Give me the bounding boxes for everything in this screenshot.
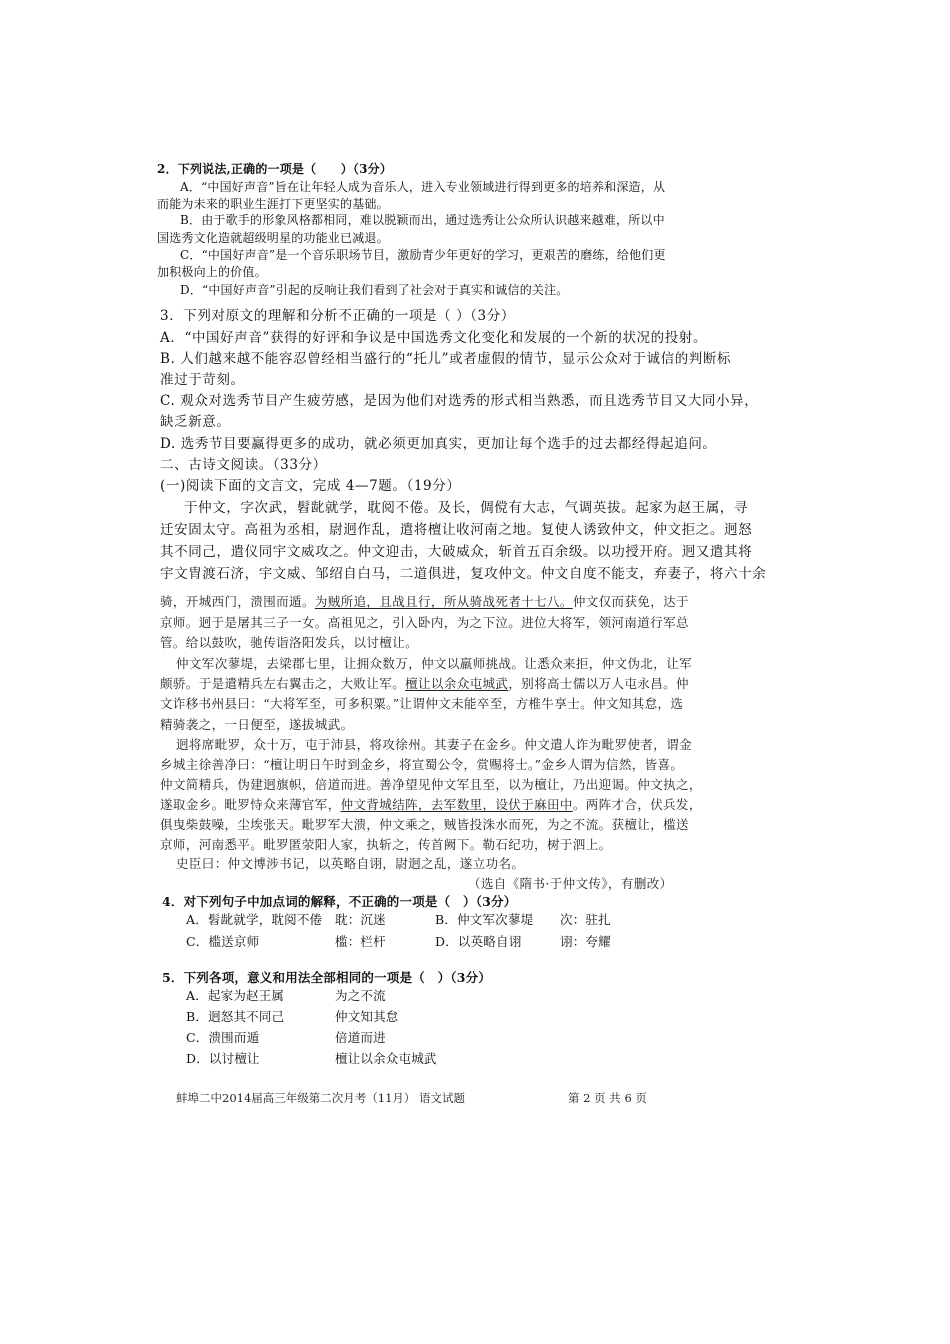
passage-line: 史臣曰：仲文博涉书记，以英略自诩，尉迥之乱，遂立功名。 <box>176 856 525 871</box>
q5-stem: 5．下列各项，意义和用法全部相同的一项是（ ）（3分） <box>162 970 492 985</box>
q2-option-d: D．“中国好声音”引起的反响让我们看到了社会对于真实和诚信的关注。 <box>180 283 569 297</box>
q4-option-a: A．髫龀就学，耽阅不倦 <box>186 912 323 927</box>
q3-option-b-line1: B. 人们越来越不能容忍曾经相当盛行的“托儿”或者虚假的情节，显示公众对于诚信的判断标 <box>160 351 732 367</box>
passage-line <box>160 678 689 691</box>
passage-text: 。两阵才合，伏兵发， <box>572 797 702 812</box>
q2-option-b-line1: B．由于歌手的形象风格都相同，难以脱颖而出，通过选秀让公众所认识越来越难，所以中 <box>180 213 665 227</box>
passage-line: 迥将席毗罗，众十万，屯于沛县，将攻徐州。其妻子在金乡。仲文遣人诈为毗罗使者，谓金 <box>176 737 693 752</box>
passage-line: 仲文军次蓼堤，去梁郡七里，让拥众数万，仲文以羸师挑战。让悉众来拒，仲文伪北，让军 <box>176 656 693 671</box>
q3-option-b-line2: 准过于苛刻。 <box>160 372 245 388</box>
q4-stem: 4．对下列句子中加点词的解释，不正确的一项是（ ）（3分） <box>162 894 517 909</box>
q3-option-d: D. 选秀节目要赢得更多的成功，就必须更加真实，更加让每个选手的过去都经得起追问。 <box>160 436 717 452</box>
q4-option-a-gloss: 耽：沉迷 <box>335 912 386 927</box>
q5-option-d-left: D．以讨檀让 <box>186 1051 260 1066</box>
underlined-sentence: 为贼所追，且战且行，所从骑战死者十七八。 <box>314 594 573 609</box>
passage-line: 于仲文，字次武，髫龀就学，耽阅不倦。及长，倜傥有大志，气调英拔。起家为赵王属，寻 <box>184 500 748 516</box>
q3-option-a: A．“中国好声音”获得的好评和争议是中国选秀文化变化和发展的一个新的状况的投射。 <box>160 330 708 346</box>
section-2-heading: 二、古诗文阅读。（33分） <box>160 457 327 473</box>
passage-line <box>160 799 702 812</box>
q3-stem: 3．下列对原文的理解和分析不正确的一项是（ ）（3分） <box>160 308 515 324</box>
q2-option-c-line1: C．“中国好声音”是一个音乐职场节目，激励青少年更好的学习，更艰苦的磨练，给他们更 <box>180 248 666 262</box>
page-footer-title: 蚌埠二中2014届高三年级第二次月考（11月） 语文试题 <box>176 1091 466 1105</box>
q4-option-b: B．仲文军次蓼堤 <box>435 912 534 927</box>
q2-stem: 2．下列说法,正确的一项是（ ）（3分） <box>157 162 393 176</box>
passage-text: 仲文仅而获免，达于 <box>572 594 689 609</box>
passage-source: （选自《隋书·于仲文传》，有删改） <box>468 876 673 891</box>
passage-line: 宇文胄渡石济，宇文威、邹绍自白马，二道俱进，复攻仲文。仲文自度不能支，弃妻子，将六十余 <box>160 566 767 582</box>
passage-text: ，别将高士儒以万人屯永昌。仲 <box>508 676 689 691</box>
q2-option-b-line2: 国选秀文化造就超级明星的功能业已减退。 <box>157 231 389 245</box>
passage-line: 乡城主徐善净曰：“檀让明日午时到金乡，将宣蜀公令，赏赐将士。”金乡人谓为信然，皆喜。 <box>160 757 684 772</box>
q4-option-c-gloss: 槛：栏杆 <box>335 934 386 949</box>
q2-option-a-line2: 而能为未来的职业生涯打下更坚实的基础。 <box>157 197 389 211</box>
q5-option-a-left: A．起家为赵王属 <box>186 988 285 1003</box>
q5-option-b-left: B．迥怒其不同己 <box>186 1009 285 1024</box>
passage-line: 俱曳柴鼓噪，尘埃张天。毗罗军大溃，仲文乘之，贼皆投洙水而死，为之不流。获檀让，槛送 <box>160 817 689 832</box>
passage-line: 精骑袭之，一日便至，遂拔城武。 <box>160 717 354 732</box>
q4-option-d: D．以英略自诩 <box>435 934 522 949</box>
q4-option-d-gloss: 诩：夸耀 <box>560 934 611 949</box>
section-2-1-heading: (一)阅读下面的文言文，完成 4—7题。（19分） <box>160 478 461 494</box>
passage-line: 京师。迥于是屠其三子一女。高祖见之，引入卧内，为之下泣。进位大将军，领河南道行军总 <box>160 615 689 630</box>
q2-option-a-line1: A．“中国好声音”旨在让年轻人成为音乐人，进入专业领域进行得到更多的培养和深造，从 <box>180 180 666 194</box>
passage-text: 颇骄。于是遣精兵左右翼击之，大败让军。 <box>160 676 406 691</box>
passage-line: 管。给以鼓吹，驰传诣洛阳发兵，以讨檀让。 <box>160 635 419 650</box>
passage-line: 仲文简精兵，伪建迥旗帜，倍道而进。善净望见仲文军且至，以为檀让，乃出迎谒。仲文执之， <box>160 777 702 792</box>
q3-option-c-line1: C. 观众对选秀节目产生疲劳感，是因为他们对选秀的形式相当熟悉，而且选秀节目又大同小异， <box>160 393 759 409</box>
q5-option-a-right: 为之不流 <box>335 988 386 1003</box>
passage-line: 其不同己，遣仪同宇文威攻之。仲文迎击，大破威众，斩首五百余级。以功授开府。迥又遣其将 <box>160 544 753 560</box>
q5-option-d-right: 檀让以余众屯城武 <box>335 1051 437 1066</box>
q5-option-c-right: 倍道而进 <box>335 1030 386 1045</box>
page-number: 第 2 页 共 6 页 <box>568 1091 647 1105</box>
passage-line: 京师，河南悉平。毗罗匿荥阳人家，执斩之，传首阙下。勒石纪功，树于泗上。 <box>160 837 612 852</box>
underlined-sentence: 仲文背城结阵，去军数里，设伏于麻田中 <box>340 797 573 812</box>
passage-line: 文诈移书州县曰：“大将军至，可多积粟。”让谓仲文未能卒至，方椎牛享士。仲文知其怠，选 <box>160 696 684 711</box>
q4-option-b-gloss: 次：驻扎 <box>560 912 611 927</box>
q4-option-c: C．槛送京师 <box>186 934 260 949</box>
passage-line: 迁安固太守。高祖为丞相，尉迥作乱，遣将檀让收河南之地。复使人诱致仲文，仲文拒之。迥怒 <box>160 522 753 538</box>
q5-option-c-left: C．溃围而遁 <box>186 1030 260 1045</box>
q2-option-c-line2: 加积极向上的价值。 <box>157 265 267 279</box>
q3-option-c-line2: 缺乏新意。 <box>160 414 231 430</box>
passage-line <box>160 596 689 609</box>
passage-text: 骑，开城西门，溃围而遁。 <box>160 594 315 609</box>
underlined-sentence: 檀让以余众屯城武 <box>405 676 509 691</box>
q5-option-b-right: 仲文知其怠 <box>335 1009 399 1024</box>
passage-text: 遂取金乡。毗罗恃众来薄官军， <box>160 797 341 812</box>
